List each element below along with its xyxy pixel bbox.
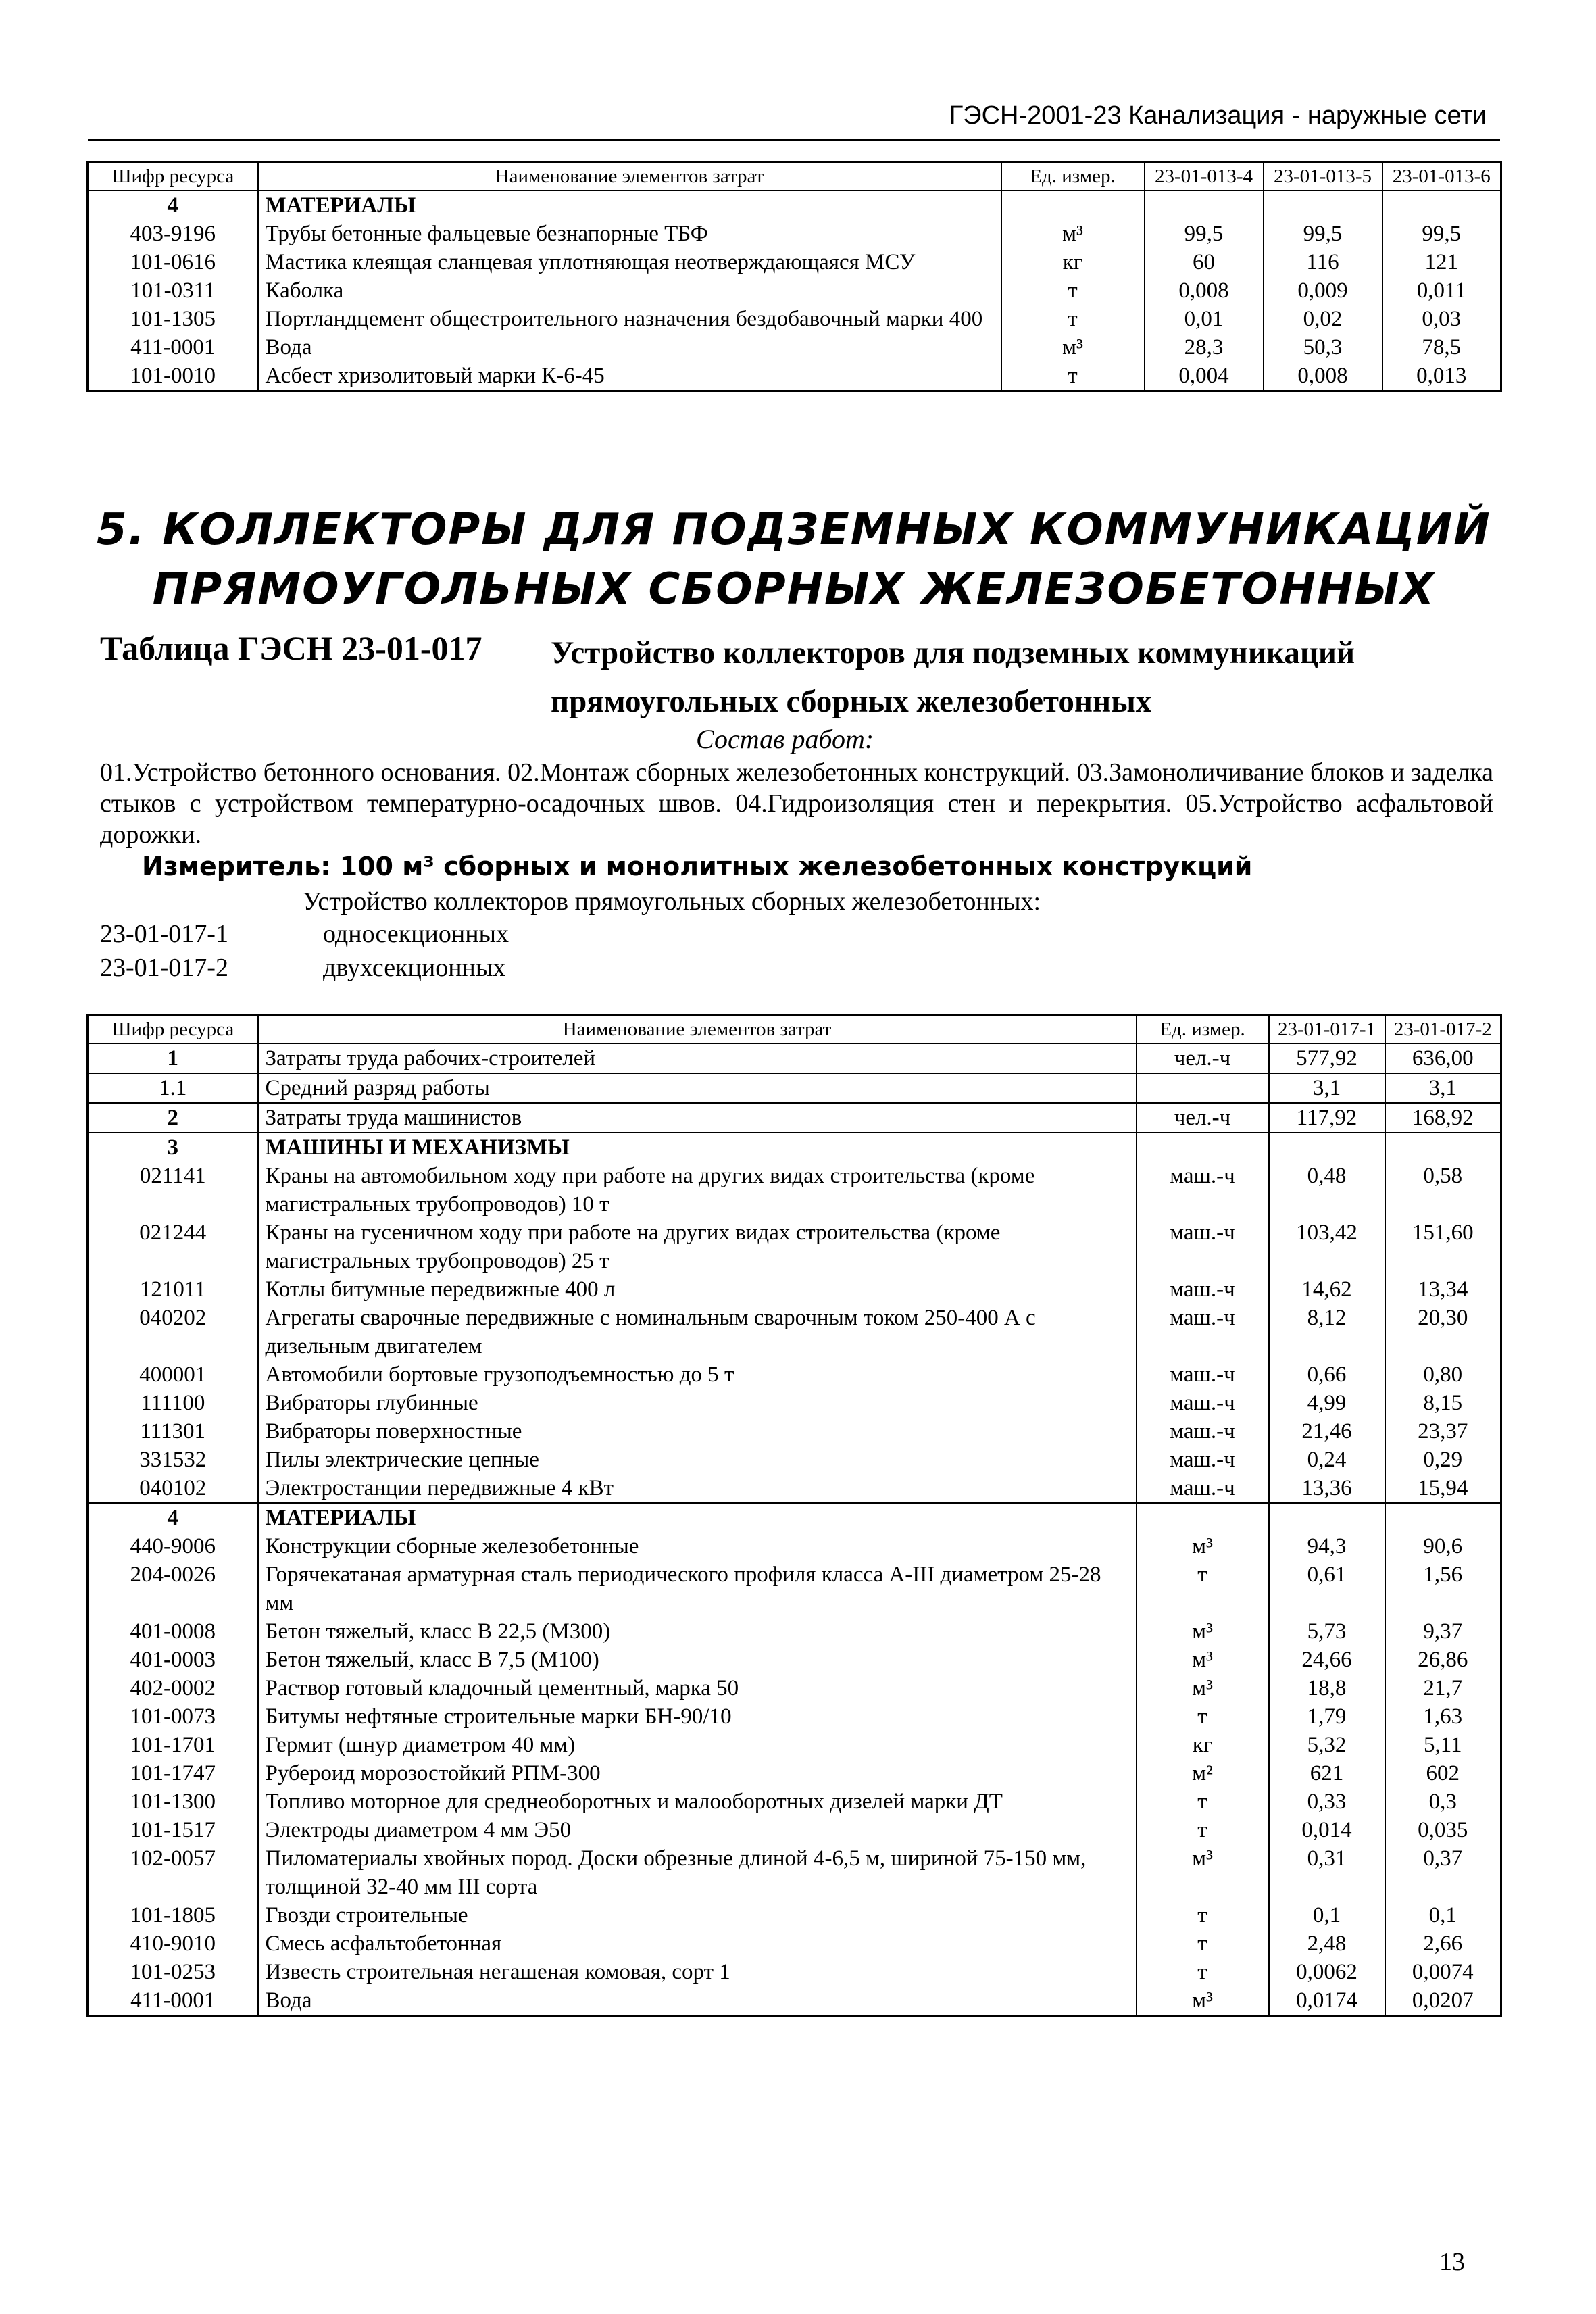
value-col1: 8,12 bbox=[1269, 1304, 1385, 1360]
value-col1: 0,0174 bbox=[1269, 1986, 1385, 2016]
meter-value: 100 м³ сборных и монолитных железобетонных конструкций bbox=[339, 852, 1253, 881]
value-col2: 168,92 bbox=[1385, 1103, 1501, 1133]
meter-label: Измеритель: bbox=[142, 852, 331, 881]
section-title bbox=[88, 500, 1500, 619]
table-row bbox=[88, 1218, 1501, 1275]
resource-unit: маш.-ч bbox=[1137, 1218, 1269, 1275]
table-row bbox=[88, 1532, 1501, 1560]
labor-row bbox=[88, 1103, 1501, 1133]
value-col1: 13,36 bbox=[1269, 1474, 1385, 1503]
labor-row bbox=[88, 1043, 1501, 1073]
resource-unit: т bbox=[1137, 1929, 1269, 1958]
value-col2: 13,34 bbox=[1385, 1275, 1501, 1304]
empty-cell bbox=[1137, 1133, 1269, 1162]
resource-code: 101-1300 bbox=[88, 1788, 258, 1816]
resource-unit: маш.-ч bbox=[1137, 1275, 1269, 1304]
resource-name: Электроды диаметром 4 мм Э50 bbox=[258, 1816, 1137, 1844]
section-title-line2: ПРЯМОУГОЛЬНЫХ СБОРНЫХ ЖЕЛЕЗОБЕТОННЫХ bbox=[152, 564, 1436, 614]
table-row bbox=[88, 1731, 1501, 1759]
section-title-line1: 5. КОЛЛЕКТОРЫ ДЛЯ ПОДЗЕМНЫХ КОММУНИКАЦИЙ bbox=[97, 505, 1491, 555]
resource-name: Краны на гусеничном ходу при работе на других видах строительства (кроме магистральных трубопроводов) 25 т bbox=[258, 1218, 1137, 1275]
resource-unit: м³ bbox=[1001, 333, 1145, 362]
meter-line bbox=[142, 852, 1252, 881]
value-col2: 0,1 bbox=[1385, 1901, 1501, 1929]
table-row bbox=[88, 1646, 1501, 1674]
value-col1: 60 bbox=[1145, 248, 1264, 276]
resource-name: Пиломатериалы хвойных пород. Доски обрезные длиной 4-6,5 м, шириной 75-150 мм, толщиной 32-40 мм III сорта bbox=[258, 1844, 1137, 1901]
resource-code: 1.1 bbox=[88, 1073, 258, 1103]
resource-code: 102-0057 bbox=[88, 1844, 258, 1901]
value-col1: 0,33 bbox=[1269, 1788, 1385, 1816]
table-row bbox=[88, 1929, 1501, 1958]
resource-name: Вода bbox=[258, 333, 1001, 362]
header-name: Наименование элементов затрат bbox=[258, 162, 1001, 191]
variant-code: 23-01-017-2 bbox=[100, 954, 228, 982]
table-row bbox=[88, 1702, 1501, 1731]
value-col3: 99,5 bbox=[1382, 220, 1501, 248]
empty-cell bbox=[1269, 1133, 1385, 1162]
resource-unit: маш.-ч bbox=[1137, 1304, 1269, 1360]
resource-name: Гермит (шнур диаметром 40 мм) bbox=[258, 1731, 1137, 1759]
variant-title: Устройство коллекторов прямоугольных сборных железобетонных: bbox=[303, 887, 1041, 916]
resource-code: 040202 bbox=[88, 1304, 258, 1360]
value-col2: 50,3 bbox=[1264, 333, 1382, 362]
table-row bbox=[88, 1275, 1501, 1304]
value-col2: 116 bbox=[1264, 248, 1382, 276]
section-heading: МАТЕРИАЛЫ bbox=[258, 1503, 1137, 1532]
resource-code: 121011 bbox=[88, 1275, 258, 1304]
resource-name: Асбест хризолитовый марки К-6-45 bbox=[258, 362, 1001, 391]
value-col2: 0,3 bbox=[1385, 1788, 1501, 1816]
table-row bbox=[88, 1162, 1501, 1218]
value-col2: 0,035 bbox=[1385, 1816, 1501, 1844]
resource-unit: т bbox=[1137, 1560, 1269, 1617]
variant-code: 23-01-017-1 bbox=[100, 920, 228, 948]
resource-code: 111100 bbox=[88, 1389, 258, 1417]
value-col1: 0,61 bbox=[1269, 1560, 1385, 1617]
value-col1: 21,46 bbox=[1269, 1417, 1385, 1446]
table-row bbox=[88, 1759, 1501, 1788]
resource-code: 021244 bbox=[88, 1218, 258, 1275]
resource-name: Топливо моторное для среднеоборотных и малооборотных дизелей марки ДТ bbox=[258, 1788, 1137, 1816]
table-row bbox=[88, 1417, 1501, 1446]
value-col2: 21,7 bbox=[1385, 1674, 1501, 1702]
value-col3: 0,011 bbox=[1382, 276, 1501, 305]
resource-name: Каболка bbox=[258, 276, 1001, 305]
resource-name: Вода bbox=[258, 1986, 1137, 2016]
value-col1: 2,48 bbox=[1269, 1929, 1385, 1958]
resource-unit: т bbox=[1137, 1788, 1269, 1816]
resource-code: 101-0073 bbox=[88, 1702, 258, 1731]
value-col2: 3,1 bbox=[1385, 1073, 1501, 1103]
resource-unit: м³ bbox=[1137, 1617, 1269, 1646]
section-heading: МАТЕРИАЛЫ bbox=[258, 191, 1001, 220]
resource-name: Котлы битумные передвижные 400 л bbox=[258, 1275, 1137, 1304]
table-row bbox=[88, 1304, 1501, 1360]
resource-code: 101-1517 bbox=[88, 1816, 258, 1844]
variant-name: односекционных bbox=[323, 920, 509, 948]
resource-unit: т bbox=[1137, 1816, 1269, 1844]
resource-code: 403-9196 bbox=[88, 220, 258, 248]
table-row bbox=[88, 1674, 1501, 1702]
value-col1: 117,92 bbox=[1269, 1103, 1385, 1133]
value-col1: 0,014 bbox=[1269, 1816, 1385, 1844]
running-header: ГЭСН-2001-23 Канализация - наружные сети bbox=[949, 101, 1487, 130]
resource-code: 400001 bbox=[88, 1360, 258, 1389]
resource-unit: маш.-ч bbox=[1137, 1360, 1269, 1389]
table-row bbox=[88, 1360, 1501, 1389]
value-col2: 0,37 bbox=[1385, 1844, 1501, 1901]
value-col1: 0,004 bbox=[1145, 362, 1264, 391]
resource-code: 410-9010 bbox=[88, 1929, 258, 1958]
resource-unit: т bbox=[1137, 1901, 1269, 1929]
value-col1: 577,92 bbox=[1269, 1043, 1385, 1073]
resource-code: 021141 bbox=[88, 1162, 258, 1218]
value-col1: 0,66 bbox=[1269, 1360, 1385, 1389]
resource-code: 411-0001 bbox=[88, 333, 258, 362]
header-unit: Ед. измер. bbox=[1137, 1015, 1269, 1044]
value-col3: 0,03 bbox=[1382, 305, 1501, 333]
value-col2: 602 bbox=[1385, 1759, 1501, 1788]
work-composition-text: 01.Устройство бетонного основания. 02.Монтаж сборных железобетонных конструкций. 03.Замоноличивание блоков и заделка стыков с устройством температурно-осадочных швов. 04.Гидроизоляция стен и перекрытия. 05.Устройство асфальтовой дорожки. bbox=[100, 758, 1493, 849]
value-col1: 0,31 bbox=[1269, 1844, 1385, 1901]
value-col1: 0,0062 bbox=[1269, 1958, 1385, 1986]
table-row bbox=[88, 1986, 1501, 2016]
resource-table-017 bbox=[86, 1014, 1502, 2017]
section-heading: МАШИНЫ И МЕХАНИЗМЫ bbox=[258, 1133, 1137, 1162]
value-col2: 0,009 bbox=[1264, 276, 1382, 305]
value-col2: 90,6 bbox=[1385, 1532, 1501, 1560]
resource-unit: т bbox=[1137, 1702, 1269, 1731]
value-col1: 14,62 bbox=[1269, 1275, 1385, 1304]
resource-name: Пилы электрические цепные bbox=[258, 1446, 1137, 1474]
resource-unit: м³ bbox=[1137, 1674, 1269, 1702]
resource-name: Портландцемент общестроительного назначения бездобавочный марки 400 bbox=[258, 305, 1001, 333]
resource-unit: чел.-ч bbox=[1137, 1103, 1269, 1133]
value-col1: 0,008 bbox=[1145, 276, 1264, 305]
section-code: 3 bbox=[88, 1133, 258, 1162]
value-col3: 0,013 bbox=[1382, 362, 1501, 391]
empty-cell bbox=[1385, 1503, 1501, 1532]
value-col1: 24,66 bbox=[1269, 1646, 1385, 1674]
resource-name: Автомобили бортовые грузоподъемностью до 5 т bbox=[258, 1360, 1137, 1389]
labor-row bbox=[88, 1073, 1501, 1103]
resource-name: Агрегаты сварочные передвижные с номинальным сварочным током 250-400 А с дизельным двигателем bbox=[258, 1304, 1137, 1360]
value-col2: 5,11 bbox=[1385, 1731, 1501, 1759]
resource-unit: м³ bbox=[1137, 1532, 1269, 1560]
resource-code: 111301 bbox=[88, 1417, 258, 1446]
resource-unit: т bbox=[1001, 362, 1145, 391]
resource-name: Вибраторы глубинные bbox=[258, 1389, 1137, 1417]
resource-code: 101-1747 bbox=[88, 1759, 258, 1788]
resource-name: Известь строительная негашеная комовая, сорт 1 bbox=[258, 1958, 1137, 1986]
value-col1: 28,3 bbox=[1145, 333, 1264, 362]
table-row bbox=[88, 1901, 1501, 1929]
value-col2: 636,00 bbox=[1385, 1043, 1501, 1073]
resource-unit: маш.-ч bbox=[1137, 1389, 1269, 1417]
value-col2: 0,0207 bbox=[1385, 1986, 1501, 2016]
value-col2: 0,58 bbox=[1385, 1162, 1501, 1218]
table-row bbox=[88, 1474, 1501, 1503]
resource-unit: м³ bbox=[1001, 220, 1145, 248]
section-row bbox=[88, 1503, 1501, 1532]
value-col1: 5,73 bbox=[1269, 1617, 1385, 1646]
resource-name: Бетон тяжелый, класс В 22,5 (М300) bbox=[258, 1617, 1137, 1646]
empty-cell bbox=[1145, 191, 1264, 220]
header-code: Шифр ресурса bbox=[88, 1015, 258, 1044]
resource-unit: чел.-ч bbox=[1137, 1043, 1269, 1073]
table-row bbox=[88, 305, 1501, 333]
section-row bbox=[88, 1133, 1501, 1162]
header-code: Шифр ресурса bbox=[88, 162, 258, 191]
resource-code: 411-0001 bbox=[88, 1986, 258, 2016]
resource-name: Средний разряд работы bbox=[258, 1073, 1137, 1103]
resource-name: Затраты труда машинистов bbox=[258, 1103, 1137, 1133]
value-col2: 0,80 bbox=[1385, 1360, 1501, 1389]
section-row bbox=[88, 191, 1501, 220]
header-rule bbox=[88, 139, 1500, 141]
value-col2: 99,5 bbox=[1264, 220, 1382, 248]
header-col1: 23-01-017-1 bbox=[1269, 1015, 1385, 1044]
value-col3: 121 bbox=[1382, 248, 1501, 276]
gesn-table-title: Устройство коллекторов для подземных коммуникаций прямоугольных сборных железобетонных bbox=[551, 635, 1355, 719]
resource-code: 101-1305 bbox=[88, 305, 258, 333]
table-row bbox=[88, 1816, 1501, 1844]
header-col2: 23-01-017-2 bbox=[1385, 1015, 1501, 1044]
resource-code: 101-0311 bbox=[88, 276, 258, 305]
table-row bbox=[88, 220, 1501, 248]
empty-cell bbox=[1001, 191, 1145, 220]
resource-unit: маш.-ч bbox=[1137, 1417, 1269, 1446]
resource-name: Гвозди строительные bbox=[258, 1901, 1137, 1929]
resource-name: Вибраторы поверхностные bbox=[258, 1417, 1137, 1446]
resource-name: Краны на автомобильном ходу при работе на других видах строительства (кроме магистральных трубопроводов) 10 т bbox=[258, 1162, 1137, 1218]
value-col1: 5,32 bbox=[1269, 1731, 1385, 1759]
resource-code: 1 bbox=[88, 1043, 258, 1073]
value-col2: 151,60 bbox=[1385, 1218, 1501, 1275]
table-row bbox=[88, 1617, 1501, 1646]
resource-unit bbox=[1137, 1073, 1269, 1103]
empty-cell bbox=[1137, 1503, 1269, 1532]
value-col2: 1,56 bbox=[1385, 1560, 1501, 1617]
value-col2: 0,0074 bbox=[1385, 1958, 1501, 1986]
value-col1: 0,01 bbox=[1145, 305, 1264, 333]
empty-cell bbox=[1382, 191, 1501, 220]
resource-unit: маш.-ч bbox=[1137, 1162, 1269, 1218]
resource-name: Раствор готовый кладочный цементный, марка 50 bbox=[258, 1674, 1137, 1702]
gesn-table-code: Таблица ГЭСН 23-01-017 bbox=[100, 629, 482, 667]
resource-unit: кг bbox=[1001, 248, 1145, 276]
section-code: 4 bbox=[88, 1503, 258, 1532]
value-col3: 78,5 bbox=[1382, 333, 1501, 362]
resource-name: Бетон тяжелый, класс В 7,5 (М100) bbox=[258, 1646, 1137, 1674]
value-col1: 99,5 bbox=[1145, 220, 1264, 248]
resource-code: 401-0003 bbox=[88, 1646, 258, 1674]
resource-name: Смесь асфальтобетонная bbox=[258, 1929, 1137, 1958]
value-col2: 26,86 bbox=[1385, 1646, 1501, 1674]
value-col1: 0,1 bbox=[1269, 1901, 1385, 1929]
resource-name: Электростанции передвижные 4 кВт bbox=[258, 1474, 1137, 1503]
value-col1: 0,24 bbox=[1269, 1446, 1385, 1474]
resource-unit: т bbox=[1001, 305, 1145, 333]
resource-code: 101-0616 bbox=[88, 248, 258, 276]
resource-unit: м³ bbox=[1137, 1844, 1269, 1901]
resource-code: 101-0010 bbox=[88, 362, 258, 391]
resource-code: 101-1805 bbox=[88, 1901, 258, 1929]
resource-code: 402-0002 bbox=[88, 1674, 258, 1702]
header-name: Наименование элементов затрат bbox=[258, 1015, 1137, 1044]
table-row bbox=[88, 1788, 1501, 1816]
value-col2: 8,15 bbox=[1385, 1389, 1501, 1417]
resource-name: Битумы нефтяные строительные марки БН-90/10 bbox=[258, 1702, 1137, 1731]
page-number: 13 bbox=[1439, 2248, 1465, 2276]
table-row bbox=[88, 276, 1501, 305]
empty-cell bbox=[1269, 1503, 1385, 1532]
resource-name: Мастика клеящая сланцевая уплотняющая неотверждающаяся МСУ bbox=[258, 248, 1001, 276]
table-row bbox=[88, 1446, 1501, 1474]
empty-cell bbox=[1264, 191, 1382, 220]
resource-unit: м³ bbox=[1137, 1986, 1269, 2016]
variant-name: двухсекционных bbox=[323, 954, 506, 982]
resource-name: Трубы бетонные фальцевые безнапорные ТБФ bbox=[258, 220, 1001, 248]
resource-code: 2 bbox=[88, 1103, 258, 1133]
value-col1: 18,8 bbox=[1269, 1674, 1385, 1702]
resource-code: 101-0253 bbox=[88, 1958, 258, 1986]
resource-name: Горячекатаная арматурная сталь периодического профиля класса А-III диаметром 25-28 мм bbox=[258, 1560, 1137, 1617]
value-col1: 103,42 bbox=[1269, 1218, 1385, 1275]
section-code: 4 bbox=[88, 191, 258, 220]
table-row bbox=[88, 333, 1501, 362]
resource-code: 204-0026 bbox=[88, 1560, 258, 1617]
resource-unit: м³ bbox=[1137, 1646, 1269, 1674]
resource-unit: маш.-ч bbox=[1137, 1474, 1269, 1503]
table-row bbox=[88, 362, 1501, 391]
table-row bbox=[88, 1958, 1501, 1986]
variant-row bbox=[100, 919, 509, 949]
table-row bbox=[88, 1389, 1501, 1417]
value-col2: 0,02 bbox=[1264, 305, 1382, 333]
value-col2: 23,37 bbox=[1385, 1417, 1501, 1446]
header-col2: 23-01-013-5 bbox=[1264, 162, 1382, 191]
value-col2: 15,94 bbox=[1385, 1474, 1501, 1503]
value-col2: 20,30 bbox=[1385, 1304, 1501, 1360]
resource-unit: кг bbox=[1137, 1731, 1269, 1759]
resource-unit: маш.-ч bbox=[1137, 1446, 1269, 1474]
table-row bbox=[88, 248, 1501, 276]
table-row bbox=[88, 1560, 1501, 1617]
value-col1: 4,99 bbox=[1269, 1389, 1385, 1417]
resource-unit: т bbox=[1137, 1958, 1269, 1986]
materials-table-013 bbox=[86, 161, 1502, 392]
header-col3: 23-01-013-6 bbox=[1382, 162, 1501, 191]
composition-label: Состав работ: bbox=[696, 724, 874, 754]
table-row bbox=[88, 1844, 1501, 1901]
resource-code: 331532 bbox=[88, 1446, 258, 1474]
variant-row bbox=[100, 953, 505, 983]
resource-code: 440-9006 bbox=[88, 1532, 258, 1560]
resource-code: 401-0008 bbox=[88, 1617, 258, 1646]
value-col2: 2,66 bbox=[1385, 1929, 1501, 1958]
resource-name: Рубероид морозостойкий РПМ-300 bbox=[258, 1759, 1137, 1788]
resource-unit: м² bbox=[1137, 1759, 1269, 1788]
empty-cell bbox=[1385, 1133, 1501, 1162]
value-col1: 94,3 bbox=[1269, 1532, 1385, 1560]
value-col2: 1,63 bbox=[1385, 1702, 1501, 1731]
resource-name: Затраты труда рабочих-строителей bbox=[258, 1043, 1137, 1073]
value-col2: 0,008 bbox=[1264, 362, 1382, 391]
value-col1: 621 bbox=[1269, 1759, 1385, 1788]
value-col2: 9,37 bbox=[1385, 1617, 1501, 1646]
header-col1: 23-01-013-4 bbox=[1145, 162, 1264, 191]
resource-code: 040102 bbox=[88, 1474, 258, 1503]
value-col1: 0,48 bbox=[1269, 1162, 1385, 1218]
value-col1: 1,79 bbox=[1269, 1702, 1385, 1731]
header-unit: Ед. измер. bbox=[1001, 162, 1145, 191]
value-col1: 3,1 bbox=[1269, 1073, 1385, 1103]
value-col2: 0,29 bbox=[1385, 1446, 1501, 1474]
resource-code: 101-1701 bbox=[88, 1731, 258, 1759]
resource-name: Конструкции сборные железобетонные bbox=[258, 1532, 1137, 1560]
resource-unit: т bbox=[1001, 276, 1145, 305]
